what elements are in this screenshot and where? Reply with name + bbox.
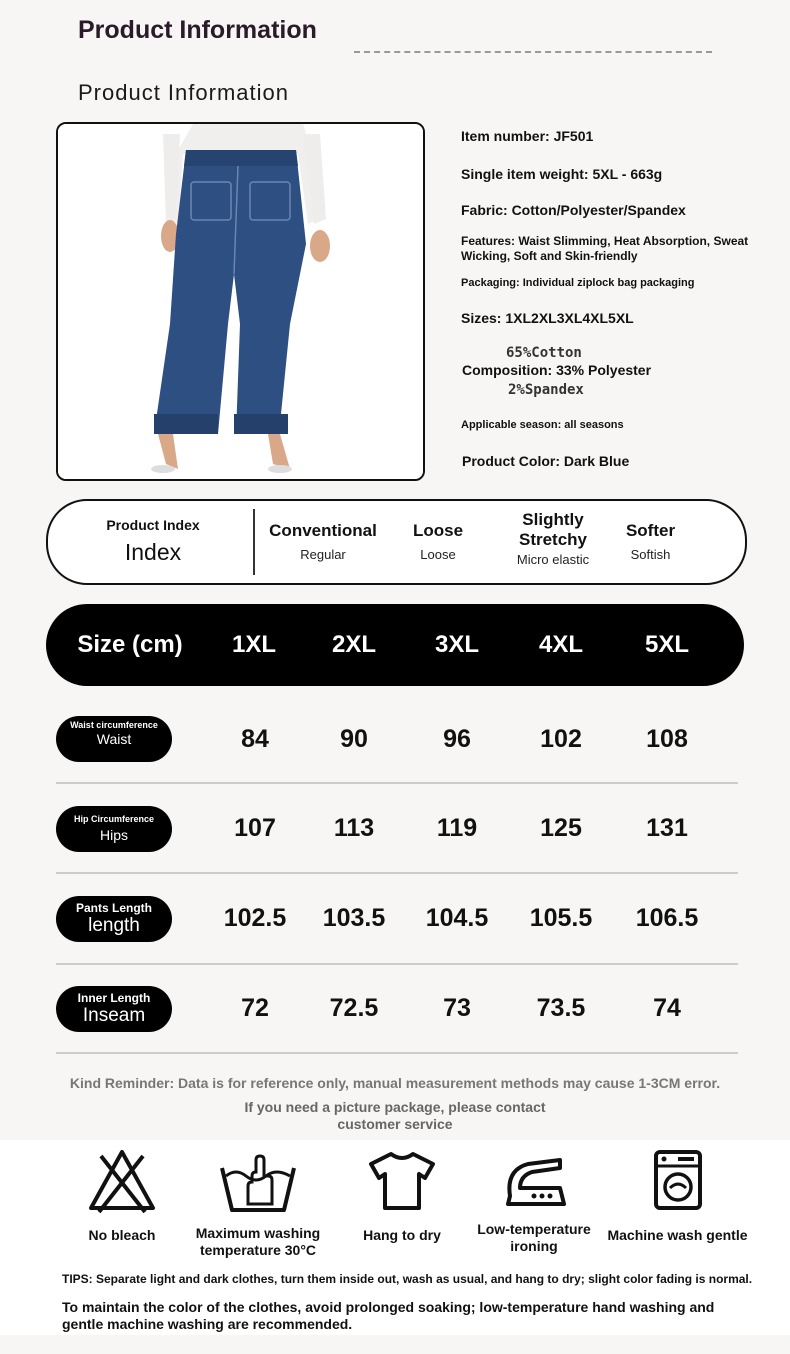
size-3xl: 3XL	[434, 631, 479, 658]
product-photo	[56, 122, 425, 481]
row-divider	[56, 963, 738, 965]
waist-3xl: 96	[443, 725, 471, 753]
hips-3xl: 119	[436, 814, 478, 842]
index-col-stretchy: Slightly Stretchy Micro elastic	[516, 510, 590, 567]
length-2xl: 103.5	[322, 904, 386, 932]
machine-wash-icon	[648, 1146, 708, 1216]
length-1xl: 102.5	[223, 904, 287, 932]
index-col-loose: Loose Loose	[412, 521, 464, 562]
hips-5xl: 131	[646, 814, 688, 842]
care-hang-dry: Hang to dry	[352, 1140, 452, 1244]
care-low-iron: Low-temperature ironing	[474, 1140, 594, 1255]
row-label-inseam: Inner Length Inseam	[56, 986, 172, 1032]
care-note: To maintain the color of the clothes, avoid prolonged soaking; low-temperature hand washing and gentle machine washing are recommended.	[62, 1299, 715, 1332]
wash-30-icon	[218, 1146, 298, 1216]
care-no-bleach: No bleach	[72, 1140, 172, 1244]
inseam-2xl: 72.5	[329, 994, 379, 1022]
waist-4xl: 102	[540, 725, 582, 753]
inseam-1xl: 72	[241, 994, 269, 1022]
hang-dry-icon	[367, 1146, 437, 1216]
index-divider	[253, 509, 255, 575]
length-3xl: 104.5	[425, 904, 489, 932]
inseam-3xl: 73	[443, 994, 471, 1022]
size-header-label: Size (cm)	[77, 631, 183, 658]
waist-5xl: 108	[646, 725, 688, 753]
row-divider	[56, 872, 738, 874]
row-label-hips: Hip Circumference Hips	[56, 806, 172, 852]
waist-2xl: 90	[340, 725, 368, 753]
size-5xl: 5XL	[644, 631, 689, 658]
item-weight: Single item weight: 5XL - 663g	[461, 166, 663, 182]
size-header-bar	[46, 604, 744, 686]
length-5xl: 106.5	[635, 904, 699, 932]
index-label: Product Index	[106, 517, 200, 533]
page-subtitle: Product Information	[78, 80, 289, 105]
composition-spandex: 2%Spandex	[508, 382, 584, 398]
tips-text: TIPS: Separate light and dark clothes, turn them inside out, wash as usual, and hang to dry; slight color fading is normal.	[62, 1272, 753, 1286]
page-title: Product Information	[78, 16, 317, 44]
season: Applicable season: all seasons	[461, 419, 624, 431]
inseam-5xl: 74	[653, 994, 681, 1022]
reminder-line2: If you need a picture package, please contact	[244, 1099, 546, 1115]
row-label-length: Pants Length length	[56, 896, 172, 942]
no-bleach-icon	[87, 1146, 157, 1216]
features: Features: Waist Slimming, Heat Absorption, Sweat Wicking, Soft and Skin-friendly	[461, 234, 749, 263]
length-4xl: 105.5	[529, 904, 593, 932]
waist-1xl: 84	[241, 725, 269, 753]
inseam-4xl: 73.5	[536, 994, 586, 1022]
product-index-panel	[46, 499, 747, 585]
index-col-softer: Softer Softish	[625, 521, 676, 562]
product-color: Product Color: Dark Blue	[462, 453, 630, 469]
fabric: Fabric: Cotton/Polyester/Spandex	[461, 202, 686, 218]
row-divider	[56, 1052, 738, 1054]
composition: Composition: 33% Polyester	[462, 362, 652, 378]
low-iron-icon	[494, 1146, 574, 1216]
reminder-line3: customer service	[337, 1116, 453, 1132]
index-label-sub: Index	[124, 539, 182, 565]
index-col-conventional: Conventional Regular	[269, 521, 377, 562]
size-2xl: 2XL	[331, 631, 376, 658]
care-machine-wash: Machine wash gentle	[600, 1140, 755, 1244]
row-label-waist: Waist circumference Waist	[56, 716, 172, 762]
care-wash-30: Maximum washing temperature 30°C	[188, 1140, 328, 1259]
index-heading	[78, 517, 228, 566]
jeans-model-image	[58, 124, 423, 479]
composition-cotton: 65%Cotton	[506, 345, 582, 361]
size-1xl: 1XL	[231, 631, 276, 658]
packaging: Packaging: Individual ziplock bag packaging	[461, 277, 695, 289]
hips-4xl: 125	[540, 814, 582, 842]
size-4xl: 4XL	[538, 631, 583, 658]
hips-2xl: 113	[333, 814, 375, 842]
hips-1xl: 107	[234, 814, 276, 842]
reminder-line1: Kind Reminder: Data is for reference only, manual measurement methods may cause 1-3CM error.	[69, 1075, 721, 1091]
item-number: Item number: JF501	[461, 128, 594, 144]
dashed-divider	[354, 51, 712, 53]
sizes: Sizes: 1XL2XL3XL4XL5XL	[461, 310, 634, 326]
row-divider	[56, 782, 738, 784]
